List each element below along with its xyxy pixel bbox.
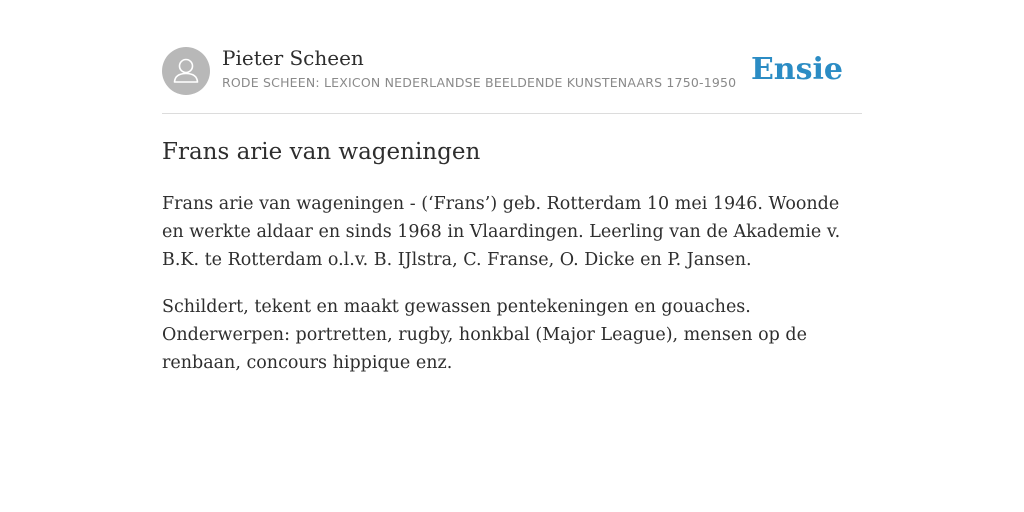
author-avatar[interactable]	[162, 47, 210, 95]
user-icon	[162, 47, 210, 95]
article-card	[162, 0, 862, 373]
page-title: Frans arie van wageningen	[162, 139, 481, 165]
source-label[interactable]: RODE SCHEEN: LEXICON NEDERLANDSE BEELDENDE KUNSTENAARS 1750-1950	[222, 75, 737, 90]
article-header	[162, 0, 862, 114]
article-paragraph: Frans arie van wageningen - (‘Frans’) geb. Rotterdam 10 mei 1946. Woonde en werkte aldaar en sinds 1968 in Vlaardingen. Leerling van de Akademie v. B.K. te Rotterdam o.l.v. B. IJlstra, C. Franse, O. Dicke en P. Jansen.	[162, 194, 841, 270]
article-body	[162, 190, 862, 396]
author-name[interactable]: Pieter Scheen	[222, 46, 364, 70]
ensie-logo[interactable]: Ensie	[750, 52, 843, 87]
article-paragraph: Schildert, tekent en maakt gewassen pentekeningen en gouaches. Onderwerpen: portretten, rugby, honkbal (Major League), mensen op de renbaan, concours hippique enz.	[162, 297, 807, 373]
